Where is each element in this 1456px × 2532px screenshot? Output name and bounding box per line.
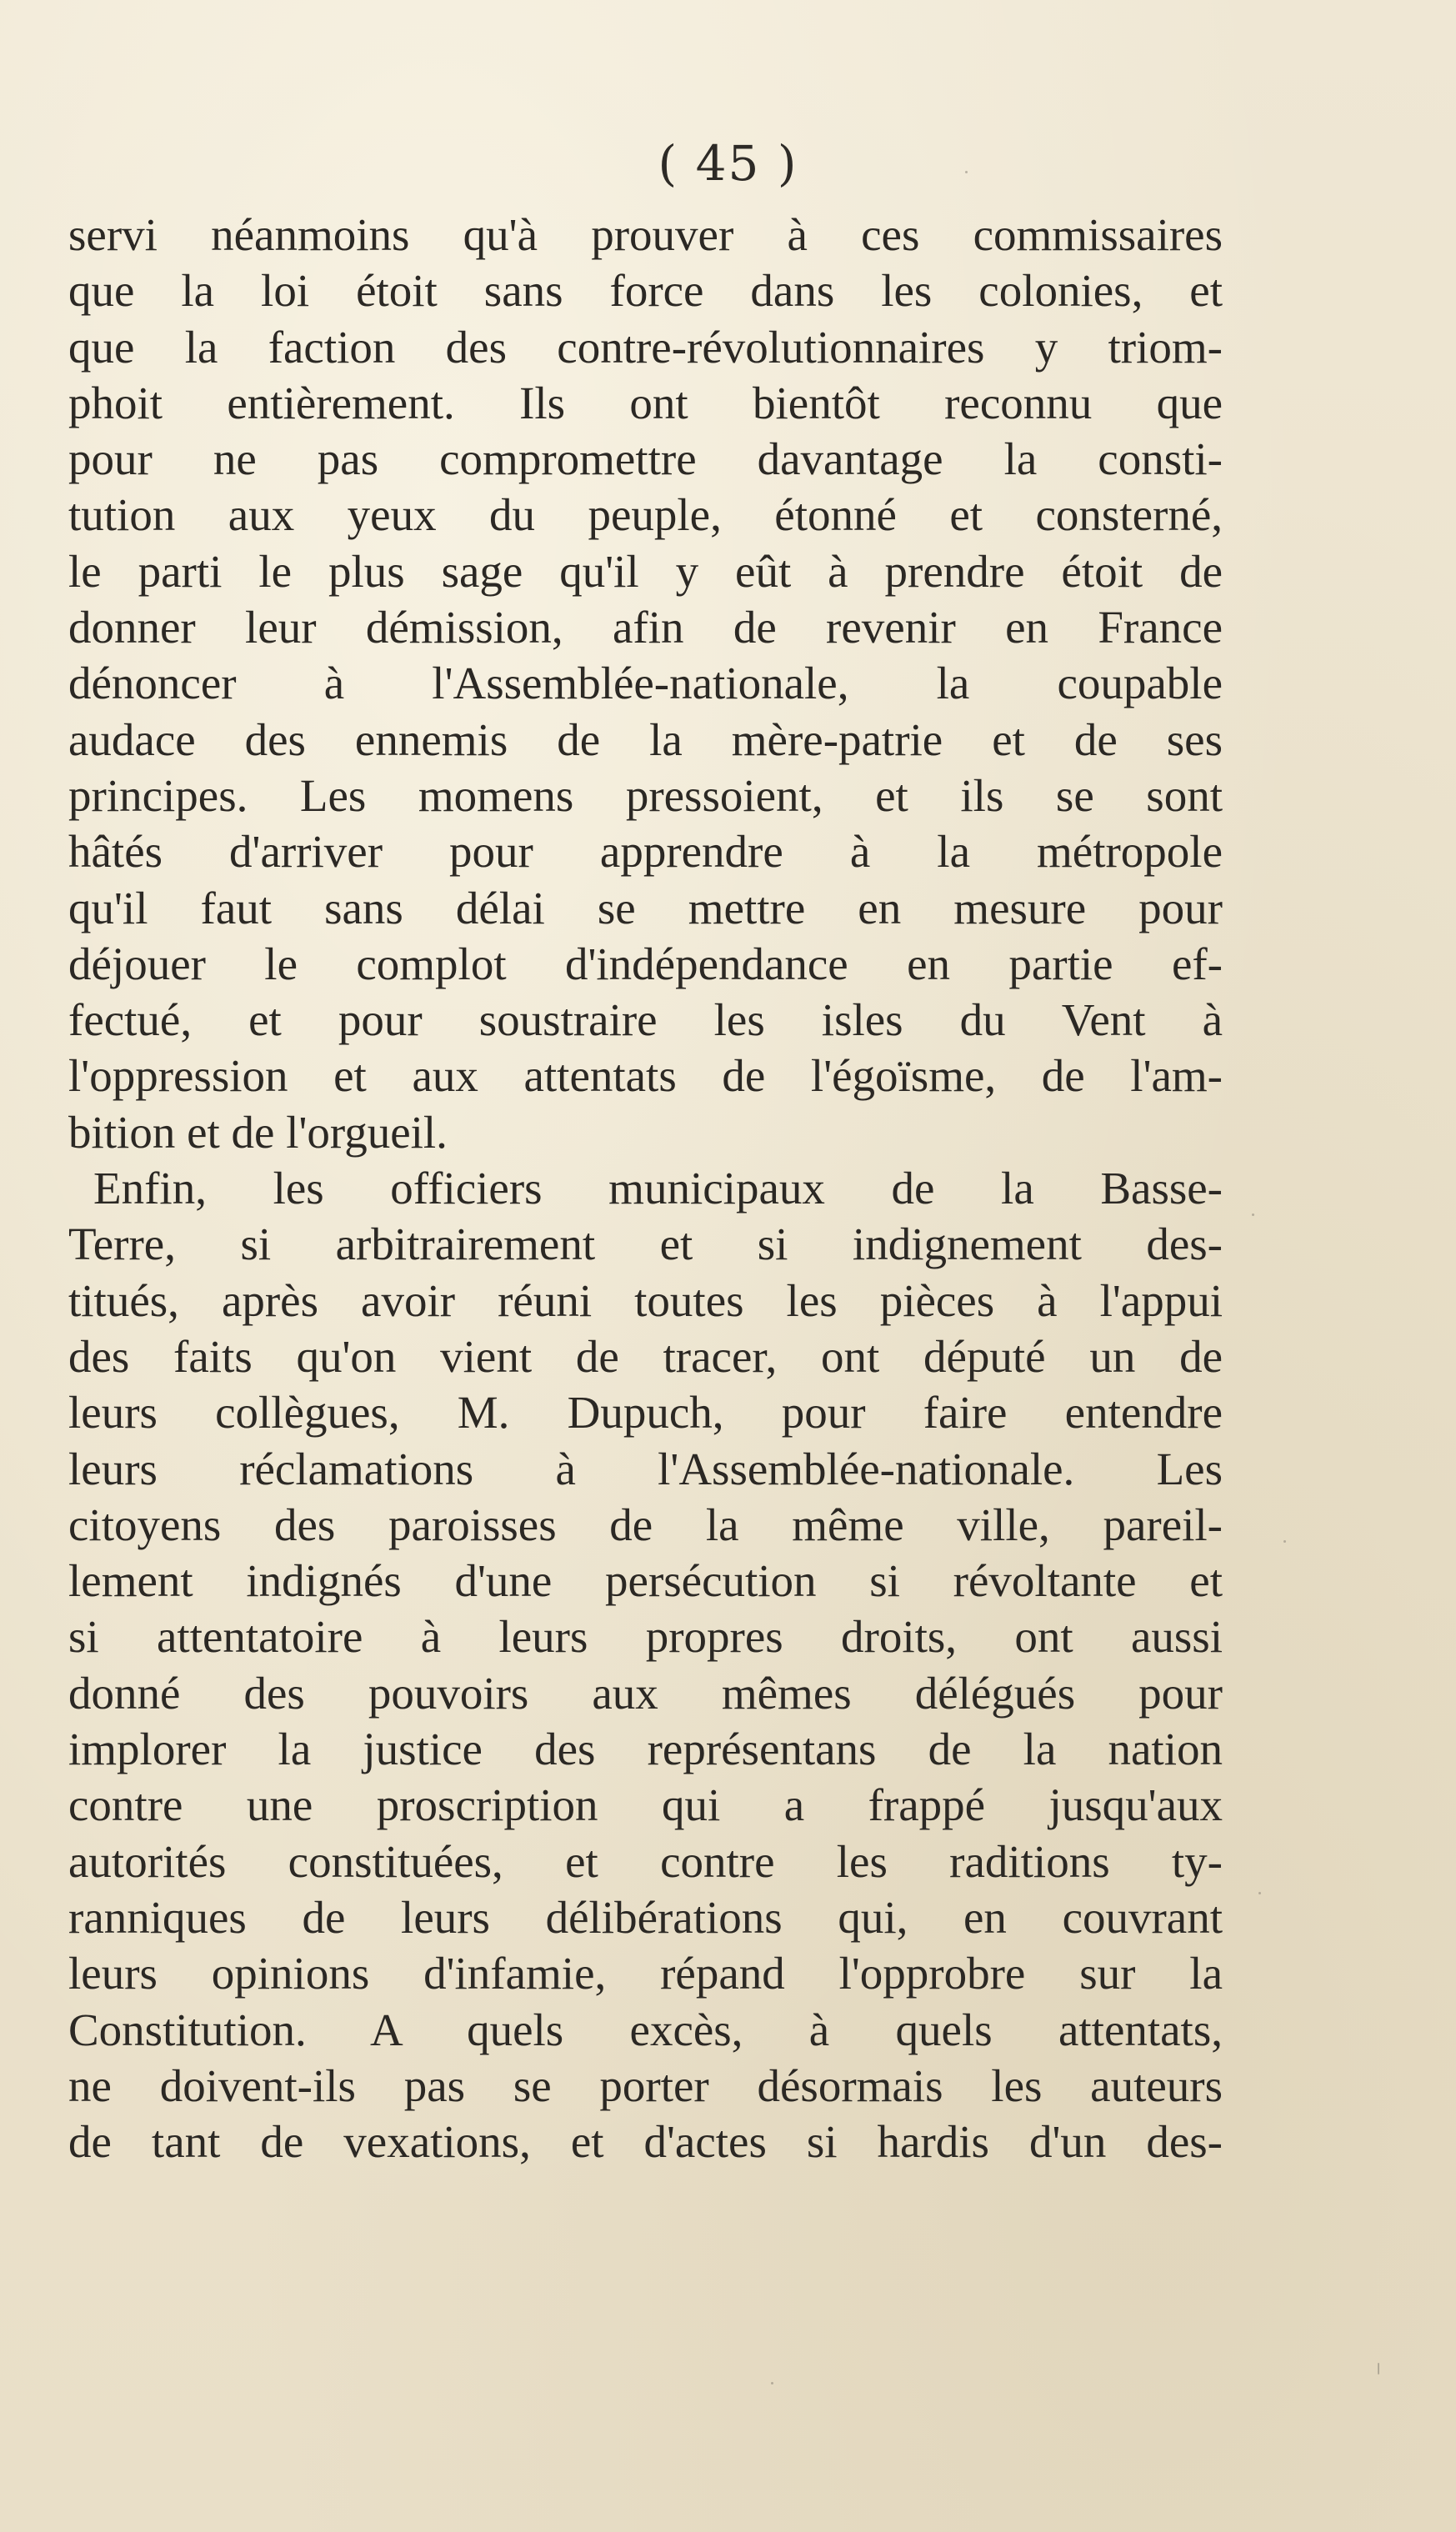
text-line: autorités constituées, et contre les raditions ty- <box>68 1835 1223 1887</box>
text-line: déjouer le complot d'indépendance en partie ef- <box>68 938 1223 989</box>
text-line: dénoncer à l'Assemblée-nationale, la coupable <box>68 658 1223 709</box>
paper-speck <box>771 2382 773 2384</box>
text-line: si attentatoire à leurs propres droits, ont aussi <box>68 1611 1223 1663</box>
text-line: leurs collègues, M. Dupuch, pour faire entendre <box>68 1387 1223 1439</box>
text-line: Enfin, les officiers municipaux de la Basse- <box>93 1163 1223 1214</box>
body-text <box>68 207 1223 2169</box>
text-line: l'oppression et aux attentats de l'égoïsme, de l'am- <box>68 1050 1223 1102</box>
text-line: donner leur démission, afin de revenir en France <box>68 602 1223 653</box>
text-line: titués, après avoir réuni toutes les pièces à l'appui <box>68 1274 1223 1326</box>
text-line: servi néanmoins qu'à prouver à ces commissaires <box>68 209 1223 260</box>
text-line: que la faction des contre-révolutionnaires y triom- <box>68 321 1223 373</box>
text-line: tution aux yeux du peuple, étonné et consterné, <box>68 489 1223 541</box>
text-line: ranniques de leurs délibérations qui, en couvrant <box>68 1891 1223 1943</box>
paper-speck <box>1258 1892 1261 1894</box>
text-line: hâtés d'arriver pour apprendre à la métropole <box>68 826 1223 878</box>
text-line: pour ne pas compromettre davantage la consti- <box>68 433 1223 485</box>
page-number: ( 45 ) <box>658 135 798 192</box>
text-line: leurs opinions d'infamie, répand l'opprobre sur la <box>68 1948 1223 1999</box>
text-line: principes. Les momens pressoient, et ils se sont <box>68 769 1223 821</box>
text-line: phoit entièrement. Ils ont bientôt reconnu que <box>68 377 1223 428</box>
text-line: que la loi étoit sans force dans les colonies, et <box>68 265 1223 317</box>
text-line: citoyens des paroisses de la même ville, pareil- <box>68 1499 1223 1550</box>
paper-speck <box>1252 1213 1254 1216</box>
text-line: donné des pouvoirs aux mêmes délégués pour <box>68 1667 1223 1719</box>
text-line: leurs réclamations à l'Assemblée-nationale. Les <box>68 1443 1223 1494</box>
paper-speck <box>1378 2363 1379 2374</box>
text-line: contre une proscription qui a frappé jusqu'aux <box>68 1779 1223 1831</box>
text-line: fectué, et pour soustraire les isles du Vent à <box>68 994 1223 1046</box>
paragraph-1 <box>68 207 1223 1160</box>
text-line: bition et de l'orgueil. <box>68 1106 448 1158</box>
paper-speck <box>1283 1540 1286 1543</box>
text-line: le parti le plus sage qu'il y eût à prendre étoit de <box>68 545 1223 597</box>
text-line: ne doivent-ils pas se porter désormais les auteurs <box>68 2059 1223 2111</box>
text-line: de tant de vexations, et d'actes si hardis d'un des- <box>68 2116 1223 2168</box>
paper-speck <box>965 171 968 173</box>
text-line: implorer la justice des représentans de la nation <box>68 1724 1223 1775</box>
text-line: lement indignés d'une persécution si révoltante et <box>68 1555 1223 1607</box>
text-line: qu'il faut sans délai se mettre en mesure pour <box>68 882 1223 933</box>
text-line: audace des ennemis de la mère-patrie et de ses <box>68 713 1223 765</box>
text-line: Constitution. A quels excès, à quels attentats, <box>68 2004 1223 2055</box>
text-line: des faits qu'on vient de tracer, ont député un de <box>68 1330 1223 1382</box>
text-line: Terre, si arbitrairement et si indignement des- <box>68 1218 1223 1270</box>
paragraph-2 <box>68 1160 1223 2169</box>
